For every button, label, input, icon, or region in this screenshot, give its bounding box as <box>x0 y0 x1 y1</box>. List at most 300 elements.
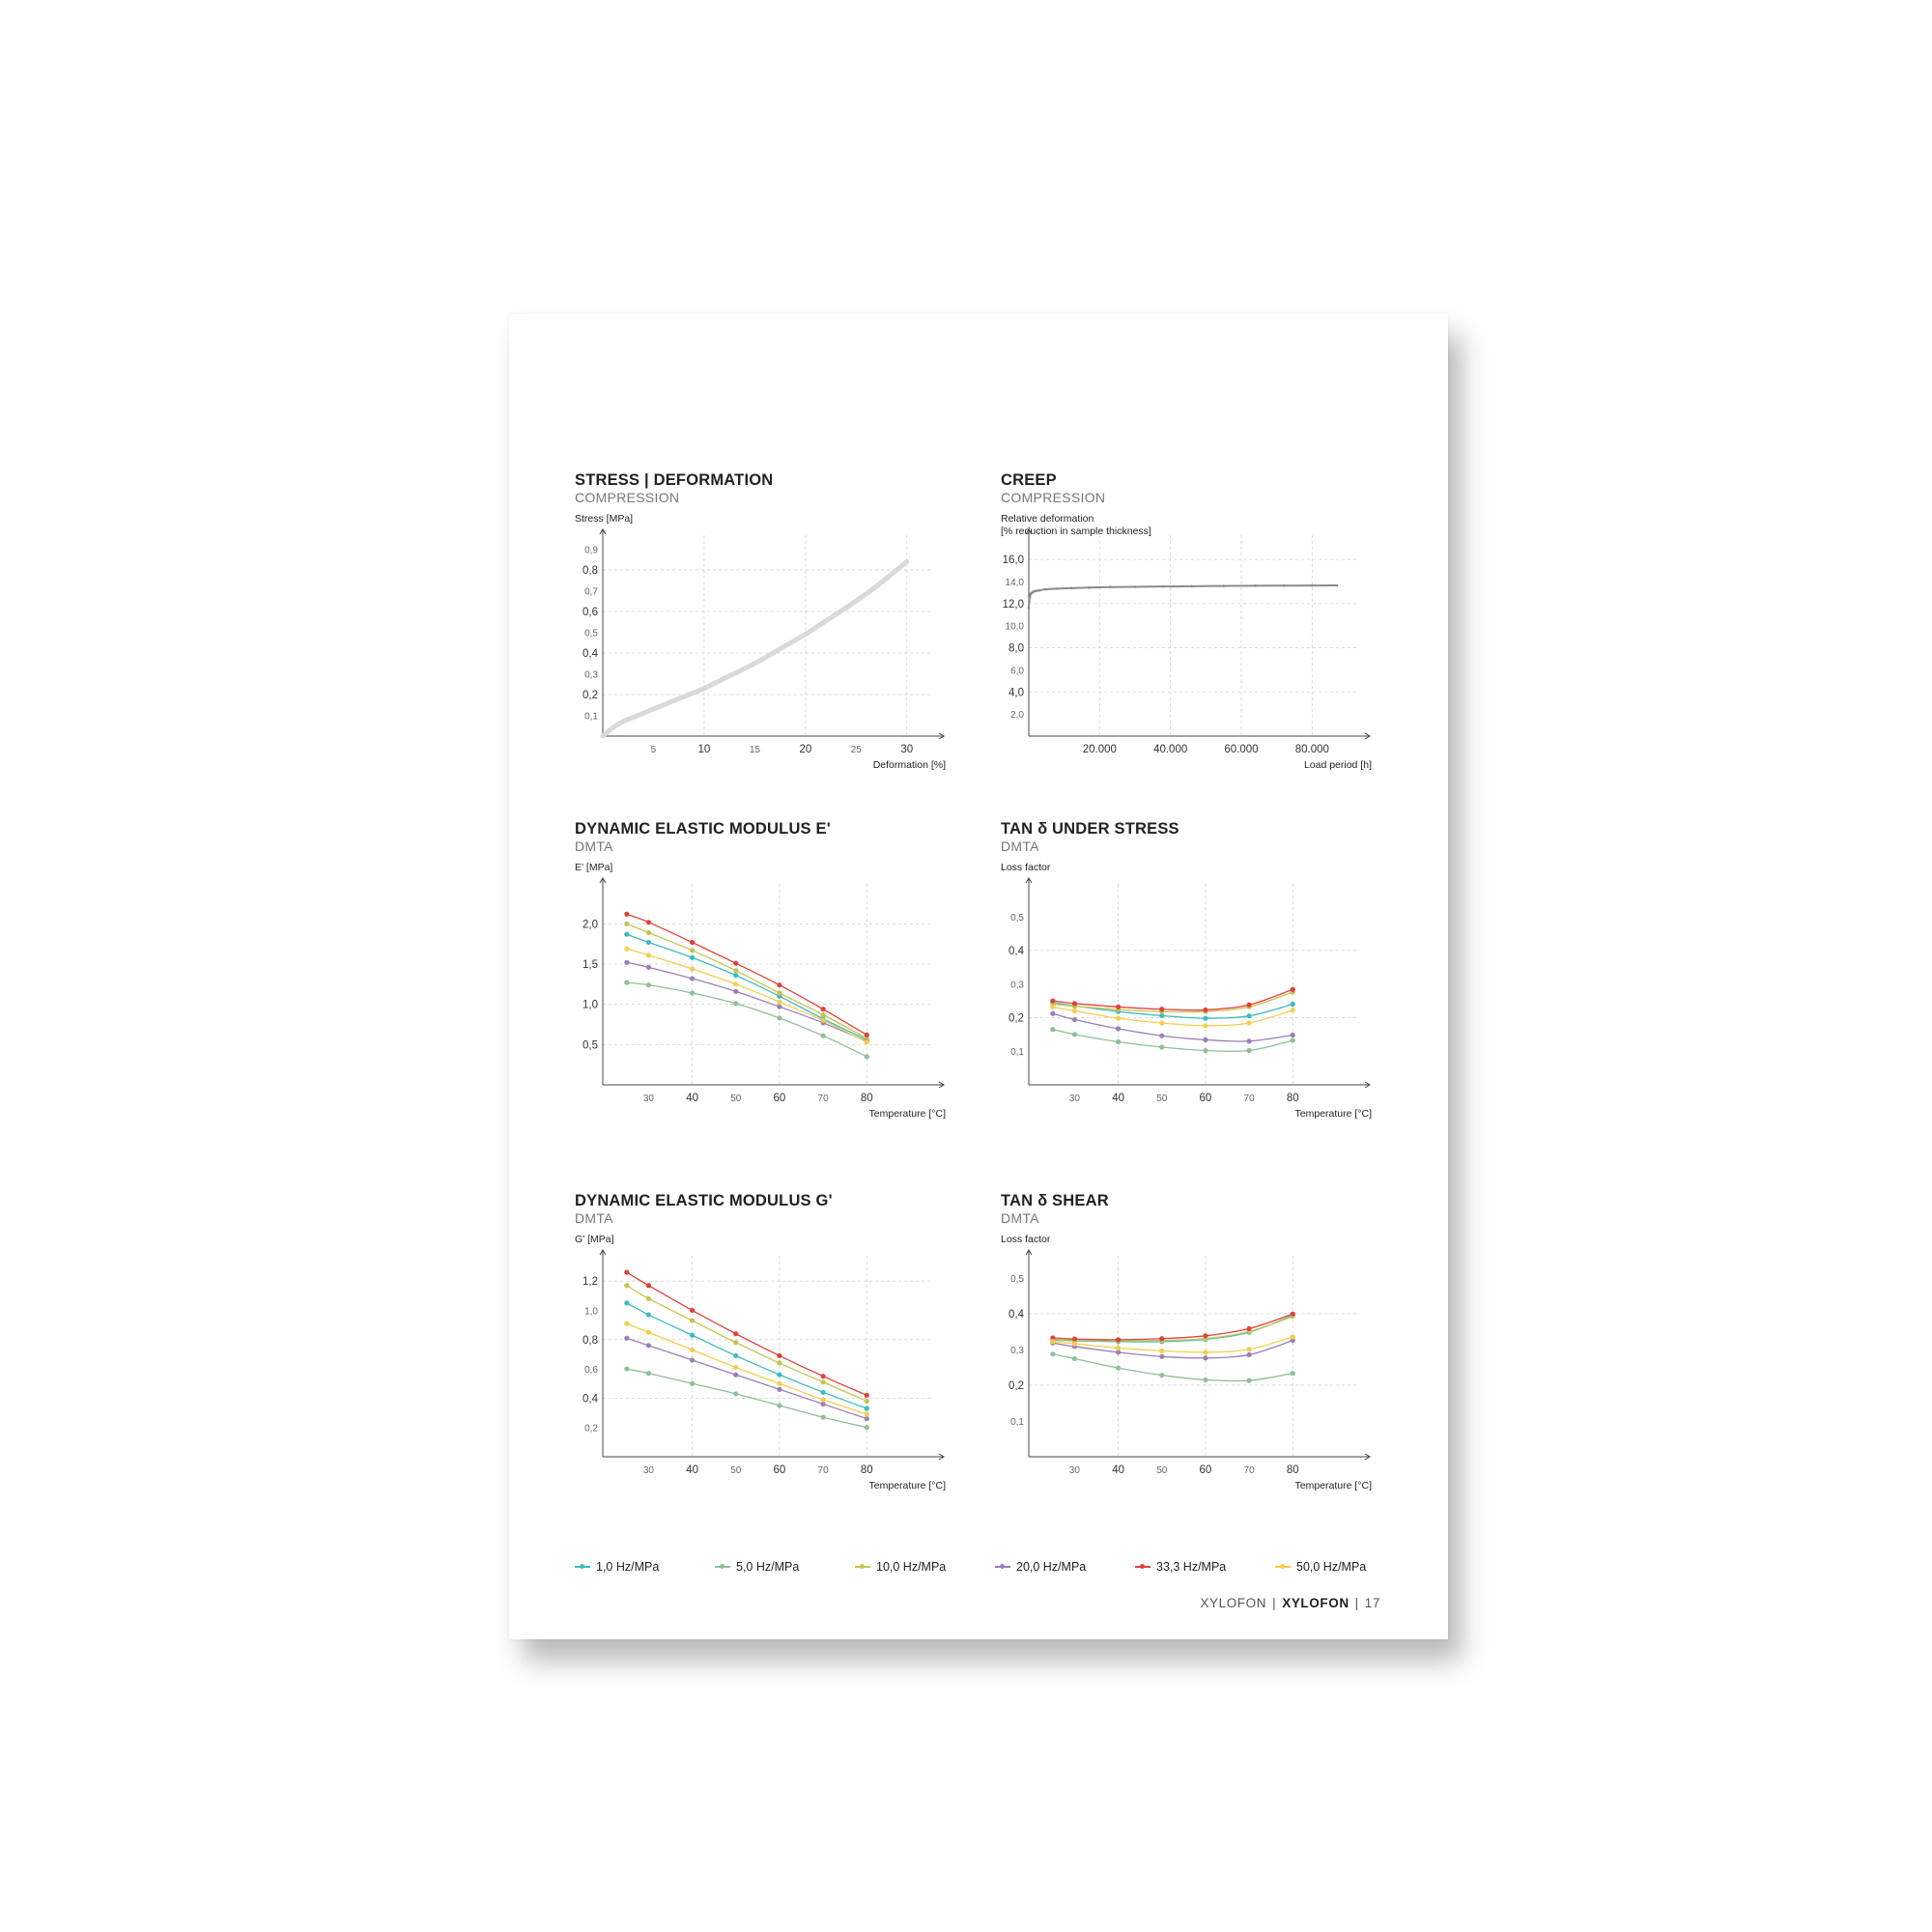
tan-stress-plot <box>1001 880 1397 1136</box>
data-point <box>1050 1351 1055 1356</box>
y-tick-label: 12,0 <box>1002 598 1024 611</box>
y-tick-label: 0,4 <box>1009 945 1024 957</box>
data-point <box>733 1373 738 1378</box>
chart-title: TAN δ SHEAR <box>1001 1192 1109 1209</box>
x-tick-label: 60 <box>773 1464 786 1476</box>
x-tick-label: 70 <box>817 1465 829 1476</box>
series-2 <box>624 1283 869 1404</box>
data-point <box>777 982 781 987</box>
data-point <box>1291 1371 1295 1376</box>
data-point <box>1116 1039 1121 1044</box>
data-point <box>1056 587 1059 590</box>
x-tick-label: 70 <box>1243 1465 1255 1476</box>
data-point <box>733 981 738 986</box>
y-tick-label: 0,5 <box>1010 913 1024 924</box>
data-point <box>1072 1009 1077 1013</box>
data-point <box>690 1308 695 1313</box>
data-point <box>777 1015 781 1020</box>
series-line <box>1029 585 1337 608</box>
frequency-legend <box>575 1558 1406 1576</box>
chart-creep <box>1001 471 1397 790</box>
g-modulus-plot <box>575 1252 971 1508</box>
series-line <box>627 914 867 1035</box>
data-point <box>1116 1350 1121 1354</box>
chart-title: CREEP <box>1001 471 1057 489</box>
data-point <box>733 961 738 966</box>
data-point <box>624 932 629 937</box>
data-point <box>733 989 738 994</box>
data-point <box>1291 1334 1295 1339</box>
data-point <box>690 990 695 995</box>
data-point <box>733 1353 738 1358</box>
x-axis-title: Load period [h] <box>1303 759 1372 771</box>
data-point <box>624 922 629 926</box>
data-point <box>1291 1037 1295 1042</box>
tan-shear-plot <box>1001 1252 1397 1508</box>
data-point <box>690 1333 695 1338</box>
x-tick-label: 30 <box>1068 1094 1080 1104</box>
x-tick-label: 60 <box>1199 1093 1212 1104</box>
x-tick-label: 50 <box>1156 1094 1168 1104</box>
y-tick-label: 0,5 <box>582 1039 598 1052</box>
data-point <box>777 1000 781 1005</box>
data-point <box>624 1269 629 1274</box>
data-point <box>646 930 651 935</box>
chart-g-modulus <box>575 1192 971 1511</box>
y-tick-label: 2,0 <box>582 919 598 931</box>
data-point <box>690 955 695 960</box>
data-point <box>733 1391 738 1396</box>
y-tick-label: 0,6 <box>582 606 598 618</box>
series-line <box>603 561 907 736</box>
series-line <box>627 962 867 1041</box>
x-tick-label: 30 <box>900 744 914 755</box>
series-line <box>627 1303 867 1408</box>
x-tick-label: 25 <box>850 745 862 755</box>
data-point <box>733 1340 738 1345</box>
data-point <box>1203 1037 1208 1042</box>
chart-subtitle: COMPRESSION <box>1001 490 1106 505</box>
data-point <box>1050 1005 1055 1009</box>
x-tick-label: 30 <box>1068 1465 1080 1476</box>
y-tick-label: 0,2 <box>582 689 598 701</box>
grid <box>1029 884 1358 1085</box>
data-point <box>777 1381 781 1386</box>
x-tick-label: 60 <box>1199 1464 1212 1476</box>
data-point <box>1116 1005 1121 1009</box>
data-point <box>820 1414 825 1419</box>
y-tick-label: 0,2 <box>584 1423 598 1435</box>
chart-e-modulus <box>575 820 971 1139</box>
series-line <box>1053 1314 1293 1340</box>
chart-stress-deformation <box>575 471 971 790</box>
data-point <box>1311 584 1314 587</box>
y-tick-label: 0,8 <box>582 564 598 577</box>
data-point <box>1070 587 1073 590</box>
series-0 <box>624 1300 869 1410</box>
legend-label: 50,0 Hz/MPa <box>1296 1560 1367 1574</box>
legend-label: 33,3 Hz/MPa <box>1156 1560 1227 1574</box>
legend-item <box>855 1558 946 1576</box>
x-axis-title: Temperature [°C] <box>868 1108 946 1120</box>
chart-tan-stress <box>1001 820 1397 1139</box>
data-point <box>624 960 629 965</box>
data-point <box>1159 1007 1164 1011</box>
y-tick-label: 0,3 <box>584 669 598 681</box>
data-point <box>1028 607 1031 610</box>
chart-subtitle: DMTA <box>1001 838 1039 854</box>
data-point <box>646 1330 651 1335</box>
data-point <box>1246 1020 1251 1025</box>
legend-swatch <box>995 1562 1010 1572</box>
data-point <box>1222 584 1225 587</box>
data-point <box>1246 1003 1251 1008</box>
data-point <box>820 1012 825 1017</box>
data-point <box>690 1381 695 1386</box>
y-tick-label: 0,2 <box>1009 1379 1024 1392</box>
data-point <box>865 1425 869 1430</box>
x-tick-label: 60.000 <box>1224 744 1259 755</box>
data-point <box>1203 1016 1208 1021</box>
data-point <box>1159 1373 1164 1378</box>
data-point <box>820 1397 825 1402</box>
x-tick-label: 30 <box>642 1094 654 1104</box>
footer-separator: | <box>1354 1596 1359 1610</box>
x-axis-title: Deformation [%] <box>872 759 946 771</box>
x-tick-label: 80.000 <box>1294 744 1329 755</box>
data-point <box>1072 1001 1077 1006</box>
data-point <box>1159 1020 1164 1025</box>
data-point <box>1038 589 1041 592</box>
data-point <box>646 1343 651 1348</box>
data-point <box>690 966 695 971</box>
legend-label: 20,0 Hz/MPa <box>1016 1560 1087 1574</box>
x-axis-title: Temperature [°C] <box>868 1480 946 1492</box>
data-point <box>1203 1350 1208 1354</box>
y-axis-title: Relative deformation [% reduction in sample thickness] <box>1001 513 1151 537</box>
datasheet-page <box>509 314 1448 1639</box>
data-point <box>820 1018 825 1023</box>
data-point <box>1246 1013 1251 1018</box>
y-tick-label: 0,2 <box>1009 1012 1024 1025</box>
series-line <box>1053 1317 1293 1341</box>
data-point <box>1246 1352 1251 1357</box>
chart-title: DYNAMIC ELASTIC MODULUS E' <box>575 820 831 838</box>
y-tick-label: 4,0 <box>1009 687 1024 699</box>
data-point <box>1203 1378 1208 1382</box>
series-line <box>627 982 867 1057</box>
y-tick-label: 14,0 <box>1005 578 1024 588</box>
data-point <box>1116 1016 1121 1021</box>
x-tick-label: 50 <box>730 1465 742 1476</box>
data-point <box>690 1357 695 1362</box>
data-point <box>1159 1044 1164 1049</box>
x-tick-label: 30 <box>642 1465 654 1476</box>
x-tick-label: 20 <box>799 744 812 755</box>
x-tick-label: 50 <box>730 1094 742 1104</box>
data-point <box>624 912 629 917</box>
page-number: 17 <box>1364 1596 1380 1610</box>
data-point <box>777 1373 781 1378</box>
x-tick-label: 80 <box>860 1464 873 1476</box>
data-point <box>646 1296 651 1301</box>
data-point <box>1203 1048 1208 1053</box>
data-point <box>820 1402 825 1406</box>
x-tick-label: 40 <box>686 1464 698 1476</box>
footer-brand-light: XYLOFON <box>1200 1596 1267 1610</box>
page-footer <box>1200 1596 1380 1610</box>
data-point <box>1072 1032 1077 1037</box>
series-4 <box>624 912 869 1037</box>
data-point <box>865 1393 869 1398</box>
legend-swatch <box>1135 1562 1151 1572</box>
legend-label: 1,0 Hz/MPa <box>596 1560 660 1574</box>
data-point <box>1246 1048 1251 1053</box>
data-point <box>1028 600 1031 603</box>
data-point <box>820 1034 825 1038</box>
footer-separator: | <box>1272 1596 1277 1610</box>
data-point <box>820 1007 825 1011</box>
data-point <box>1072 1356 1077 1361</box>
data-point <box>1203 1023 1208 1028</box>
x-tick-label: 10 <box>697 744 711 755</box>
data-point <box>1283 584 1286 587</box>
data-point <box>1088 586 1091 589</box>
y-axis-title: E' [MPa] <box>575 862 613 873</box>
data-point <box>1254 584 1257 587</box>
y-tick-label: 0,6 <box>584 1365 598 1377</box>
y-tick-label: 0,9 <box>584 545 598 556</box>
data-point <box>1246 1038 1251 1043</box>
data-point <box>865 1033 869 1037</box>
y-tick-label: 8,0 <box>1009 642 1024 655</box>
y-tick-label: 1,5 <box>582 959 598 971</box>
data-point <box>777 1387 781 1392</box>
chart-title: TAN δ UNDER STRESS <box>1001 820 1179 838</box>
data-point <box>1203 1355 1208 1360</box>
creep-plot <box>1001 531 1397 787</box>
series-line <box>627 1323 867 1414</box>
y-tick-label: 6,0 <box>1010 666 1024 677</box>
legend-item <box>995 1558 1086 1576</box>
x-tick-label: 20.000 <box>1082 744 1117 755</box>
data-point <box>777 1360 781 1365</box>
data-point <box>777 1353 781 1358</box>
y-tick-label: 0,4 <box>582 647 598 660</box>
data-point <box>1029 596 1032 599</box>
data-point <box>624 1321 629 1326</box>
x-tick-label: 70 <box>817 1094 829 1104</box>
data-point <box>1050 1027 1055 1032</box>
y-tick-label: 0,1 <box>1010 1416 1024 1428</box>
legend-swatch <box>715 1562 730 1572</box>
y-tick-label: 0,7 <box>584 586 598 598</box>
x-tick-label: 60 <box>773 1093 786 1104</box>
data-point <box>690 940 695 945</box>
grid <box>603 884 932 1085</box>
x-tick-label: 80 <box>1286 1464 1299 1476</box>
x-tick-label: 5 <box>650 745 657 755</box>
y-tick-label: 1,0 <box>582 999 598 1011</box>
y-tick-label: 10,0 <box>1005 621 1024 633</box>
data-point <box>690 1318 695 1322</box>
data-point <box>1035 589 1037 592</box>
y-tick-label: 0,4 <box>582 1393 598 1406</box>
data-point <box>865 1406 869 1410</box>
data-point <box>865 1411 869 1416</box>
data-point <box>733 1001 738 1006</box>
x-tick-label: 80 <box>1286 1093 1299 1104</box>
x-tick-label: 70 <box>1243 1094 1255 1104</box>
data-point <box>733 1331 738 1336</box>
chart-tan-shear <box>1001 1192 1397 1511</box>
x-tick-label: 40.000 <box>1153 744 1188 755</box>
x-axis-title: Temperature [°C] <box>1294 1108 1372 1120</box>
data-point <box>624 980 629 985</box>
y-tick-label: 0,8 <box>582 1334 598 1347</box>
series-line <box>1053 1354 1293 1381</box>
grid <box>603 535 932 736</box>
series-5 <box>624 1321 869 1417</box>
data-point <box>646 1283 651 1288</box>
grid <box>603 1256 932 1457</box>
data-point <box>1246 1378 1251 1383</box>
data-point <box>865 1054 869 1059</box>
chart-subtitle: DMTA <box>575 838 613 854</box>
x-tick-label: 15 <box>749 745 760 755</box>
data-point <box>646 965 651 970</box>
data-point <box>690 948 695 952</box>
data-point <box>646 952 651 957</box>
data-point <box>1159 1349 1164 1353</box>
data-point <box>1291 1008 1295 1012</box>
data-point <box>1159 1336 1164 1341</box>
data-point <box>1162 585 1165 588</box>
series-line <box>627 1338 867 1418</box>
legend-swatch <box>855 1562 870 1572</box>
data-point <box>1190 585 1193 588</box>
stress-deformation-plot <box>575 531 971 787</box>
chart-title: STRESS | DEFORMATION <box>575 471 774 489</box>
legend-item <box>1135 1558 1226 1576</box>
x-axis-title: Temperature [°C] <box>1294 1480 1372 1492</box>
data-point <box>1050 1011 1055 1016</box>
data-point <box>1159 1034 1164 1038</box>
data-point <box>733 1365 738 1370</box>
x-tick-label: 50 <box>1156 1465 1168 1476</box>
y-tick-label: 16,0 <box>1002 554 1024 567</box>
x-tick-label: 80 <box>860 1093 873 1104</box>
data-point <box>646 1312 651 1317</box>
grid <box>1029 535 1358 736</box>
data-point <box>646 920 651 924</box>
y-tick-label: 2,0 <box>1010 710 1024 722</box>
chart-title: DYNAMIC ELASTIC MODULUS G' <box>575 1192 833 1209</box>
data-point <box>1072 1341 1077 1346</box>
y-tick-label: 0,1 <box>584 711 598 723</box>
legend-item <box>1275 1558 1366 1576</box>
data-point <box>690 976 695 980</box>
x-tick-label: 40 <box>1112 1464 1124 1476</box>
data-point <box>1159 1354 1164 1359</box>
data-point <box>1246 1347 1251 1351</box>
data-point <box>1336 584 1339 587</box>
legend-label: 10,0 Hz/MPa <box>876 1560 947 1574</box>
y-axis-title: Loss factor <box>1001 862 1051 873</box>
series-4 <box>1050 987 1295 1012</box>
data-point <box>820 1379 825 1384</box>
data-point <box>1045 588 1048 591</box>
data-point <box>1134 585 1137 588</box>
data-point <box>777 1403 781 1407</box>
data-point <box>1203 1008 1208 1012</box>
chart-subtitle: DMTA <box>1001 1210 1039 1226</box>
legend-label: 5,0 Hz/MPa <box>736 1560 800 1574</box>
data-point <box>1050 998 1055 1003</box>
y-tick-label: 1,2 <box>582 1276 598 1289</box>
data-point <box>1246 1326 1251 1331</box>
data-point <box>1116 1346 1121 1350</box>
series-0 <box>603 561 907 736</box>
y-tick-label: 0,1 <box>1010 1047 1024 1059</box>
data-point <box>1109 585 1112 588</box>
grid <box>1029 1256 1358 1457</box>
data-point <box>733 968 738 973</box>
series-1 <box>1050 1351 1295 1383</box>
data-point <box>624 1336 629 1341</box>
chart-subtitle: DMTA <box>575 1210 613 1226</box>
data-point <box>624 1283 629 1288</box>
y-tick-label: 0,5 <box>584 628 598 639</box>
data-point <box>646 1371 651 1376</box>
data-point <box>646 982 651 987</box>
series-3 <box>624 960 869 1044</box>
data-point <box>865 1039 869 1044</box>
y-axis-title: Loss factor <box>1001 1234 1051 1245</box>
footer-brand-bold: XYLOFON <box>1282 1596 1350 1610</box>
y-tick-label: 1,0 <box>584 1306 598 1318</box>
data-point <box>624 1366 629 1371</box>
chart-subtitle: COMPRESSION <box>575 490 680 505</box>
data-point <box>690 1348 695 1352</box>
x-tick-label: 40 <box>1112 1093 1124 1104</box>
y-tick-label: 0,3 <box>1010 1345 1024 1356</box>
data-point <box>1291 1312 1295 1317</box>
data-point <box>1116 1337 1121 1342</box>
legend-swatch <box>1275 1562 1291 1572</box>
data-point <box>777 990 781 995</box>
x-tick-label: 40 <box>686 1093 698 1104</box>
data-point <box>820 1374 825 1378</box>
y-tick-label: 0,5 <box>1010 1273 1024 1285</box>
data-point <box>865 1416 869 1421</box>
series-0 <box>1028 584 1339 610</box>
data-point <box>865 1399 869 1404</box>
series-line <box>1053 1341 1293 1358</box>
series-line <box>627 1286 867 1402</box>
data-point <box>646 940 651 945</box>
y-axis-title: G' [MPa] <box>575 1234 614 1245</box>
legend-item <box>575 1558 659 1576</box>
data-point <box>1116 1026 1121 1031</box>
series-4 <box>1050 1312 1295 1343</box>
data-point <box>1291 1002 1295 1007</box>
y-tick-label: 0,3 <box>1010 980 1024 991</box>
data-point <box>1291 1033 1295 1037</box>
data-point <box>1116 1366 1121 1371</box>
data-point <box>624 947 629 952</box>
data-point <box>777 1005 781 1009</box>
